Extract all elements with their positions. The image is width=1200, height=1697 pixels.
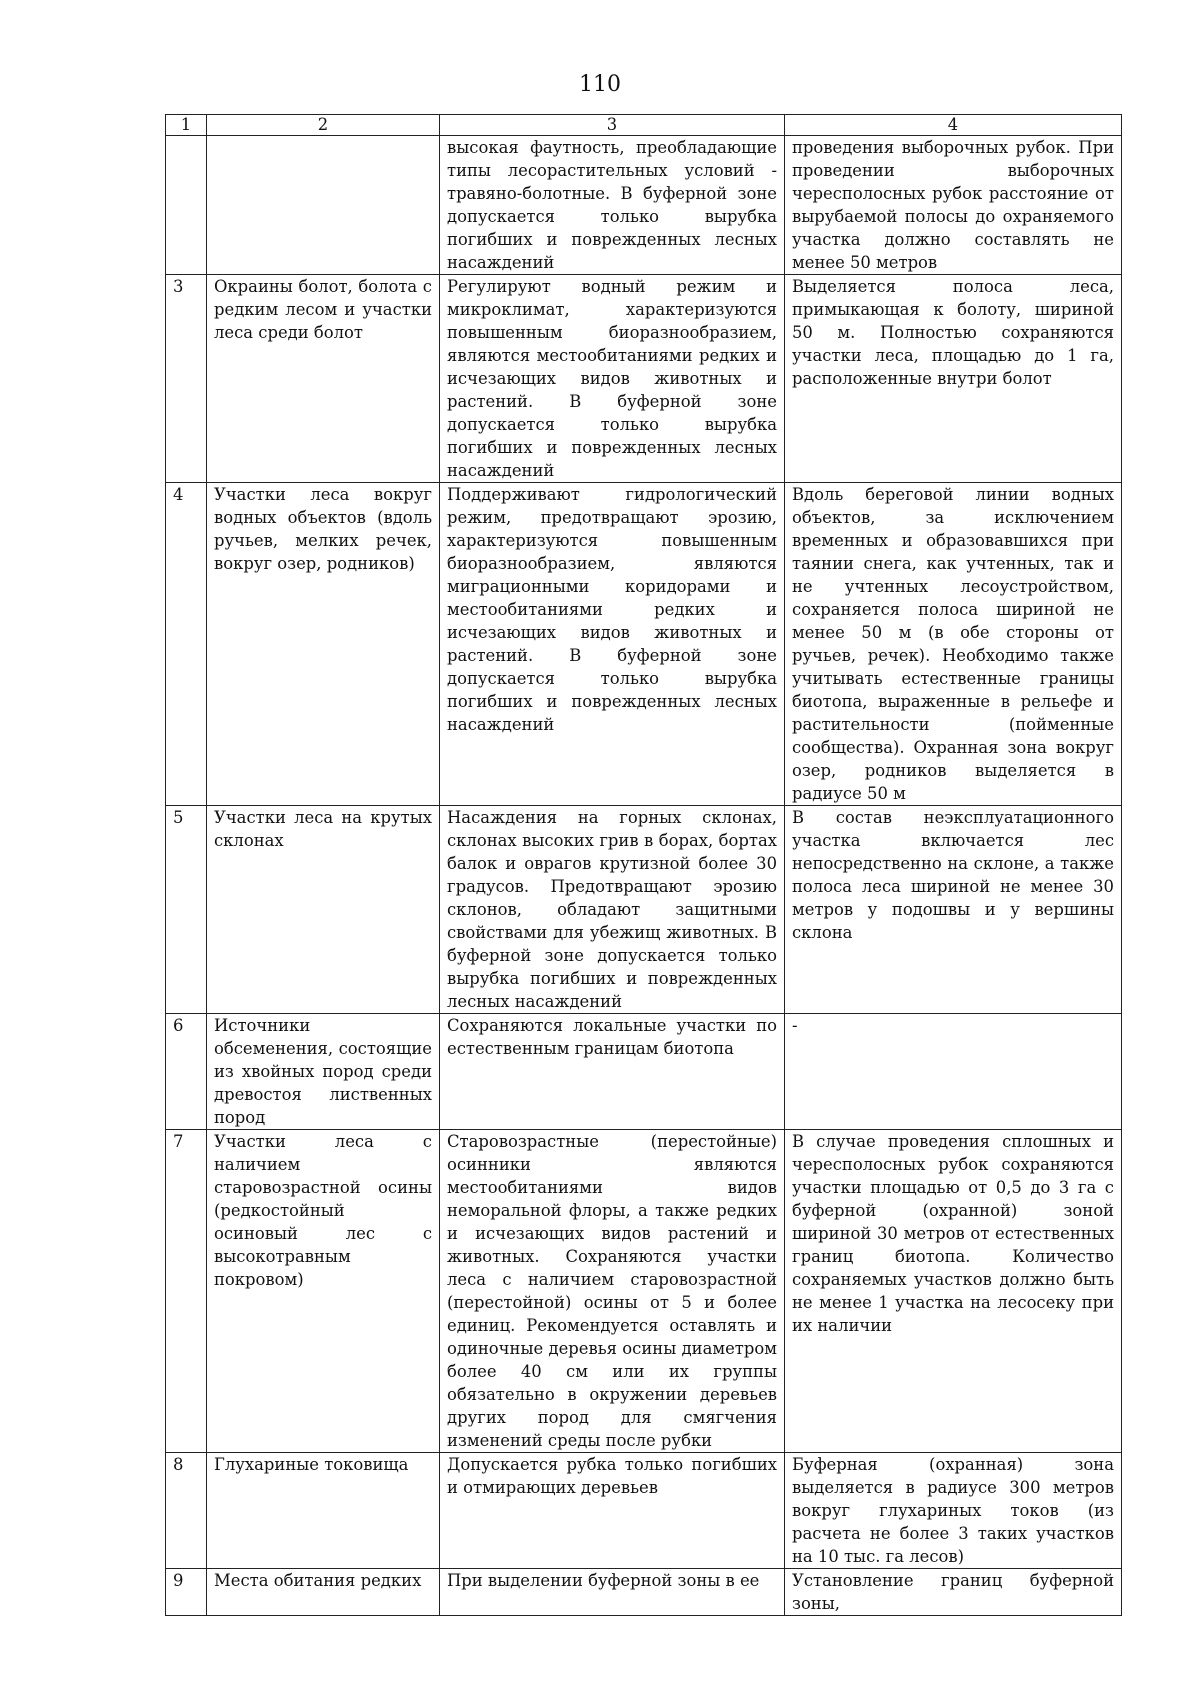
object-name: Участки леса с наличием старовозрастной осины (редкостойный осиновый лес с высокотравным покровом) [207,1130,440,1453]
object-name: Участки леса на крутых склонах [207,806,440,1014]
row-number: 9 [166,1569,207,1616]
object-description: Поддерживают гидрологический режим, предотвращают эрозию, характеризуются повышенным биоразнообразием, являются миграционными коридорами и местообитаниями редких и исчезающих видов животных и растений. В буферной зоне допускается только вырубка погибших и поврежденных лесных насаждений [440,483,785,806]
protection-measures: Вдоль береговой линии водных объектов, за исключением временных и образовавшихся при таянии снега, как учтенных, так и не учтенных лесоустройством, сохраняется полоса шириной не менее 50 м (в обе стороны от ручьев, речек). Необходимо также учитывать естественные границы биотопа, выраженные в рельефе и растительности (пойменные сообщества). Охранная зона вокруг озер, родников выделяется в радиусе 50 м [785,483,1122,806]
protection-measures: Установление границ буферной зоны, [785,1569,1122,1616]
column-header: 2 [207,115,440,136]
row-number: 3 [166,275,207,483]
object-name: Участки леса вокруг водных объектов (вдоль ручьев, мелких речек, вокруг озер, родников) [207,483,440,806]
protection-measures: В состав неэксплуатационного участка включается лес непосредственно на склоне, а также полоса леса шириной не менее 30 метров у подошвы и у вершины склона [785,806,1122,1014]
object-description: Допускается рубка только погибших и отмирающих деревьев [440,1453,785,1569]
object-description: При выделении буферной зоны в ее [440,1569,785,1616]
object-description: Старовозрастные (перестойные) осинники являются местообитаниями видов неморальной флоры, а также редких и исчезающих видов растений и животных. Сохраняются участки леса с наличием старовозрастной (перестойной) осины от 5 и более единиц. Рекомендуется оставлять и одиночные деревья осины диаметром более 40 см или их группы обязательно в окружении деревьев других пород для смягчения изменений среды после рубки [440,1130,785,1453]
row-number: 5 [166,806,207,1014]
object-description: Регулируют водный режим и микроклимат, характеризуются повышенным биоразнообразием, являются местообитаниями редких и исчезающих видов животных и растений. В буферной зоне допускается только вырубка погибших и поврежденных лесных насаждений [440,275,785,483]
page-number: 110 [579,72,621,97]
table-row [166,1453,1122,1569]
object-description: Сохраняются локальные участки по естественным границам биотопа [440,1014,785,1130]
habitat-table [165,114,1122,1616]
object-name: Глухариные токовища [207,1453,440,1569]
object-description: Насаждения на горных склонах, склонах высоких грив в борах, бортах балок и оврагов крутизной более 30 градусов. Предотвращают эрозию склонов, обладают защитными свойствами для убежищ животных. В буферной зоне допускается только вырубка погибших и поврежденных лесных насаждений [440,806,785,1014]
table-row [166,1569,1122,1616]
protection-measures: проведения выборочных рубок. При проведении выборочных чересполосных рубок расстояние от вырубаемой полосы до охраняемого участка должно составлять не менее 50 метров [785,136,1122,275]
column-header: 3 [440,115,785,136]
table-header-row [166,115,1122,136]
table-row [166,1014,1122,1130]
column-header: 4 [785,115,1122,136]
object-name: Окраины болот, болота с редким лесом и участки леса среди болот [207,275,440,483]
object-name: Источники обсеменения, состоящие из хвойных пород среди древостоя лиственных пород [207,1014,440,1130]
table-row [166,806,1122,1014]
row-number: 7 [166,1130,207,1453]
row-number: 8 [166,1453,207,1569]
row-number: 4 [166,483,207,806]
table-row [166,275,1122,483]
protection-measures: В случае проведения сплошных и чересполосных рубок сохраняются участки площадью от 0,5 до 3 га с буферной (охранной) зоной шириной 30 метров от естественных границ биотопа. Количество сохраняемых участков должно быть не менее 1 участка на лесосеку при их наличии [785,1130,1122,1453]
protection-measures: Выделяется полоса леса, примыкающая к болоту, шириной 50 м. Полностью сохраняются участки леса, площадью до 1 га, расположенные внутри болот [785,275,1122,483]
table-row [166,136,1122,275]
protection-measures: - [785,1014,1122,1130]
row-number [166,136,207,275]
object-name: Места обитания редких [207,1569,440,1616]
column-header: 1 [166,115,207,136]
object-name [207,136,440,275]
table-row [166,1130,1122,1453]
table-row [166,483,1122,806]
row-number: 6 [166,1014,207,1130]
protection-measures: Буферная (охранная) зона выделяется в радиусе 300 метров вокруг глухариных токов (из расчета не более 3 таких участков на 10 тыс. га лесов) [785,1453,1122,1569]
object-description: высокая фаутность, преобладающие типы лесорастительных условий - травяно-болотные. В буферной зоне допускается только вырубка погибших и поврежденных лесных насаждений [440,136,785,275]
